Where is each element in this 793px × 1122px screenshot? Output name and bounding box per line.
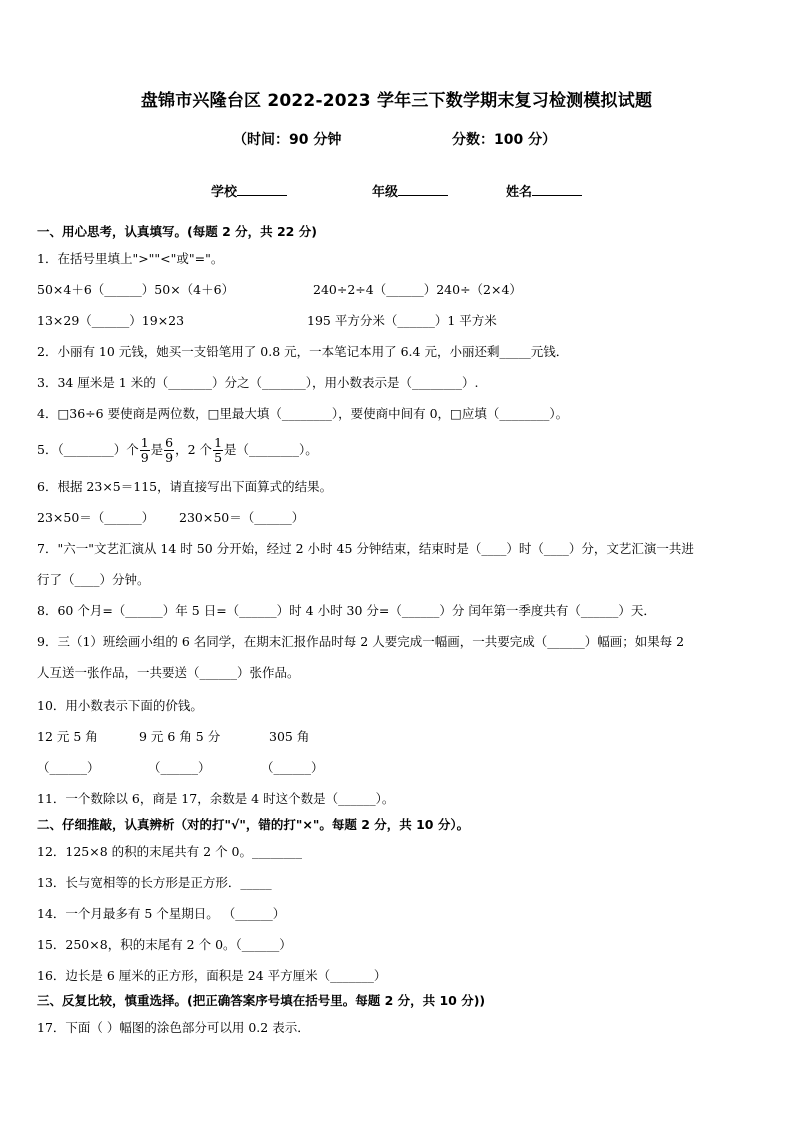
question-1b: 240÷2÷4（______）240÷（2×4） xyxy=(313,282,522,297)
question-17: 17．下面（ ）幅图的涂色部分可以用 0.2 表示． xyxy=(37,1020,310,1035)
question-5-mid2: ，2 个 xyxy=(175,442,213,457)
question-10-item-2: 9 元 6 角 5 分 xyxy=(139,729,221,744)
question-3: 3．34 厘米是 1 米的（_______）分之（_______），用小数表示是（________）. xyxy=(37,375,479,390)
question-10-blank-1: （______） xyxy=(37,760,100,775)
question-9-line1: 9．三（1）班绘画小组的 6 名同学，在期末汇报作品时每 2 人要完成一幅画，一共要完成（______）幅画；如果每 2 xyxy=(37,634,685,649)
question-4: 4．□36÷6 要使商是两位数，□里最大填（________），要使商中间有 0，□应填（________）。 xyxy=(37,406,569,421)
question-16: 16．边长是 6 厘米的正方形，面积是 24 平方厘米（_______） xyxy=(37,968,387,983)
question-7-line2: 行了（____）分钟。 xyxy=(37,572,150,587)
question-6b: 230×50＝（______） xyxy=(179,510,305,525)
fraction-denominator: 5 xyxy=(214,450,223,465)
question-10-item-3: 305 角 xyxy=(269,729,310,744)
question-5-post: 是（________）。 xyxy=(224,442,318,457)
grade-label: 年级 xyxy=(372,185,399,200)
question-11: 11．一个数除以 6，商是 17，余数是 4 时这个数是（______）。 xyxy=(37,791,395,806)
question-10-item-1: 12 元 5 角 xyxy=(37,729,98,744)
fraction-six-ninths xyxy=(164,436,174,465)
question-6-stem: 6．根据 23×5＝115，请直接写出下面算式的结果。 xyxy=(37,479,333,494)
question-15: 15．250×8，积的末尾有 2 个 0。（______） xyxy=(37,937,292,952)
name-field xyxy=(506,181,582,200)
name-label: 姓名 xyxy=(506,185,533,200)
section-1-heading: 一、用心思考，认真填写。(每题 2 分，共 22 分) xyxy=(37,224,317,239)
question-5-mid1: 是 xyxy=(150,442,164,457)
question-5-pre: 5．（________）个 xyxy=(37,442,139,457)
grade-field xyxy=(372,181,448,200)
question-8: 8．60 个月=（______）年 5 日=（______）时 4 小时 30 分=（______）分 闰年第一季度共有（______）天． xyxy=(37,603,656,618)
question-2: 2．小丽有 10 元钱，她买一支铅笔用了 0.8 元，一本笔记本用了 6.4 元，小丽还剩_____元钱． xyxy=(37,344,569,359)
question-14: 14．一个月最多有 5 个星期日。 （______） xyxy=(37,906,286,921)
section-3-heading: 三、反复比较，慎重选择。(把正确答案序号填在括号里。每题 2 分，共 10 分)) xyxy=(37,993,486,1008)
question-10-blank-3: （______） xyxy=(261,760,324,775)
question-12: 12．125×8 的积的末尾共有 2 个 0。________ xyxy=(37,844,302,859)
fraction-numerator: 1 xyxy=(140,435,149,450)
name-blank[interactable] xyxy=(532,182,582,196)
question-5 xyxy=(37,434,318,466)
grade-blank[interactable] xyxy=(398,182,448,196)
fraction-denominator: 9 xyxy=(140,450,149,465)
question-7-line1: 7．"六一"文艺汇演从 14 时 50 分开始，经过 2 小时 45 分钟结束，结束时是（____）时（____）分，文艺汇演一共进 xyxy=(37,541,694,556)
exam-score: 分数：100 分） xyxy=(452,132,557,148)
question-9-line2: 人互送一张作品，一共要送（______）张作品。 xyxy=(37,665,300,680)
question-1c: 13×29（______）19×23 xyxy=(37,313,185,328)
question-6a: 23×50＝（______） xyxy=(37,510,155,525)
exam-time: （时间：90 分钟 xyxy=(233,132,342,148)
fraction-one-ninth xyxy=(140,436,150,465)
fraction-denominator: 9 xyxy=(165,450,174,465)
fraction-numerator: 1 xyxy=(214,435,223,450)
fraction-numerator: 6 xyxy=(165,435,174,450)
exam-title: 盘锦市兴隆台区 2022-2023 学年三下数学期末复习检测模拟试题 xyxy=(140,91,653,111)
question-1a: 50×4＋6（______）50×（4＋6） xyxy=(37,282,235,297)
question-10-stem: 10．用小数表示下面的价钱。 xyxy=(37,698,203,713)
question-10-blank-2: （______） xyxy=(148,760,211,775)
question-13: 13．长与宽相等的长方形是正方形．_____ xyxy=(37,875,272,890)
school-blank[interactable] xyxy=(237,182,287,196)
school-field xyxy=(211,181,287,200)
question-1d: 195 平方分米（______）1 平方米 xyxy=(307,313,497,328)
section-2-heading: 二、仔细推敲，认真辨析（对的打"√"，错的打"×"。每题 2 分，共 10 分）。 xyxy=(37,817,470,832)
fraction-one-fifth xyxy=(213,436,223,465)
question-1-stem: 1．在括号里填上">""<"或"="。 xyxy=(37,251,224,266)
school-label: 学校 xyxy=(211,185,238,200)
